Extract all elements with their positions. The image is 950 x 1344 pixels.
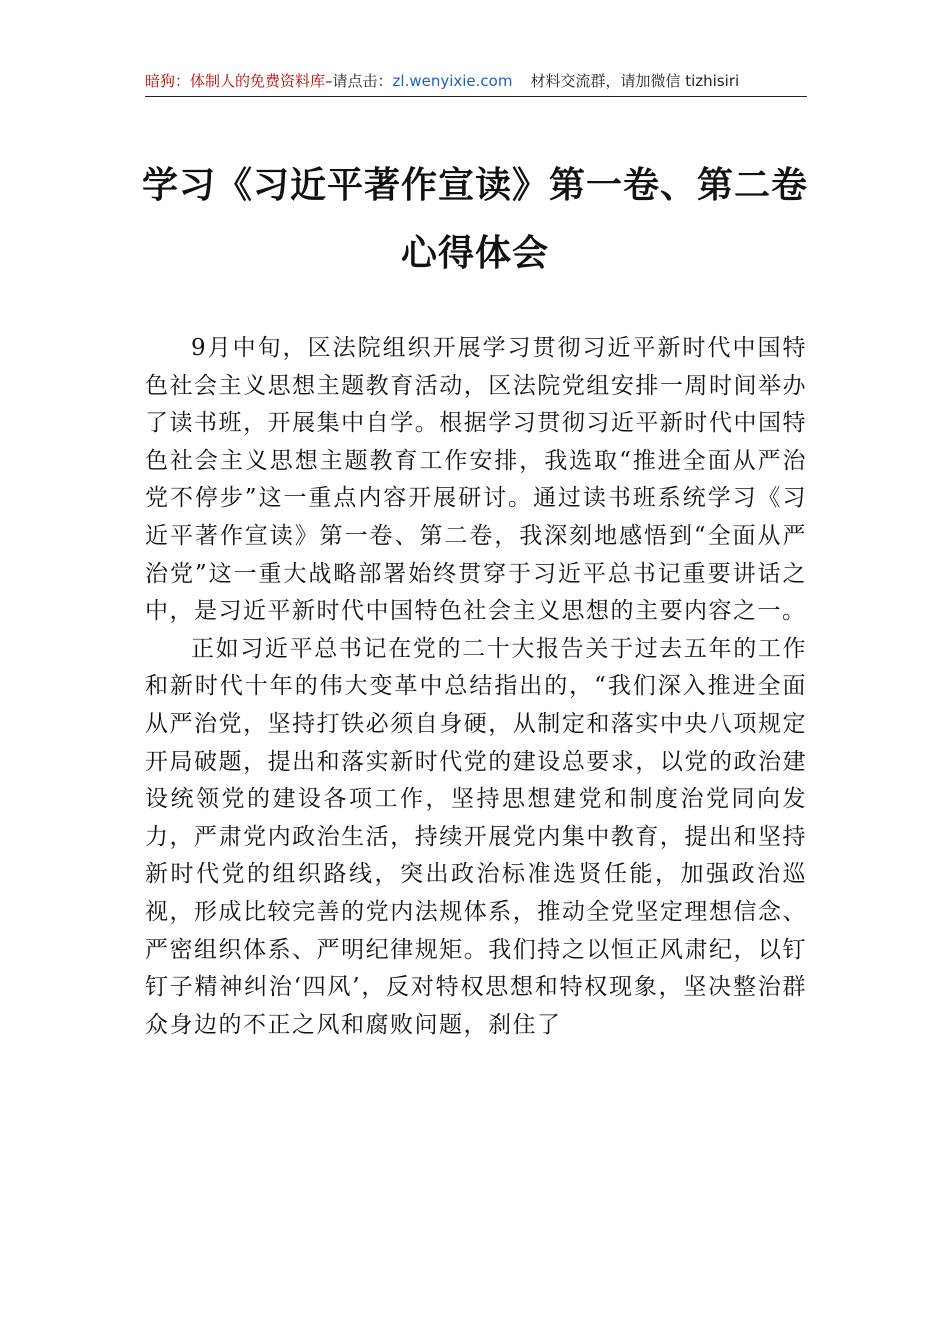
header-link[interactable]: zl.wenyixie.com — [392, 72, 513, 90]
document-title-line-2: 心得体会 — [400, 232, 549, 274]
document-body — [145, 330, 807, 1044]
header-brand: 暗狗：体制人的免费资料库 — [145, 72, 326, 90]
header-note: 材料交流群，请加微信 tizhisiri — [530, 72, 740, 90]
paragraph: 正如习近平总书记在党的二十大报告关于过去五年的工作和新时代十年的伟大变革中总结指出的，“我们深入推进全面从严治党，坚持打铁必须自身硬，从制定和落实中央八项规定开局破题，提出和落实新时代党的建设总要求，以党的政治建设统领党的建设各项工作，坚持思想建党和制度治党同向发力，严肃党内政治生活，持续开展党内集中教育，提出和坚持新时代党的组织路线，突出政治标准选贤任能，加强政治巡视，形成比较完善的党内法规体系，推动全党坚定理想信念、严密组织体系、严明纪律规矩。我们持之以恒正风肃纪，以钉钉子精神纠治‘四风’，反对特权思想和特权现象，坚决整治群众身边的不正之风和腐败问题，刹住了 — [145, 635, 807, 1038]
document-title-line-1: 学习《习近平著作宣读》第一卷、第二卷 — [141, 164, 808, 206]
header-click-prompt: –请点击： — [325, 72, 393, 90]
paragraph: 9月中旬，区法院组织开展学习贯彻习近平新时代中国特色社会主义思想主题教育活动，区法院党组安排一周时间举办了读书班，开展集中自学。根据学习贯彻习近平新时代中国特色社会主义思想主题教育工作安排，我选取“推进全面从严治党不停步”这一重点内容开展研讨。通过读书班系统学习《习近平著作宣读》第一卷、第二卷，我深刻地感悟到“全面从严治党”这一重大战略部署始终贯穿于习近平总书记重要讲话之中，是习近平新时代中国特色社会主义思想的主要内容之一。 — [145, 335, 807, 625]
page-header — [145, 70, 807, 97]
